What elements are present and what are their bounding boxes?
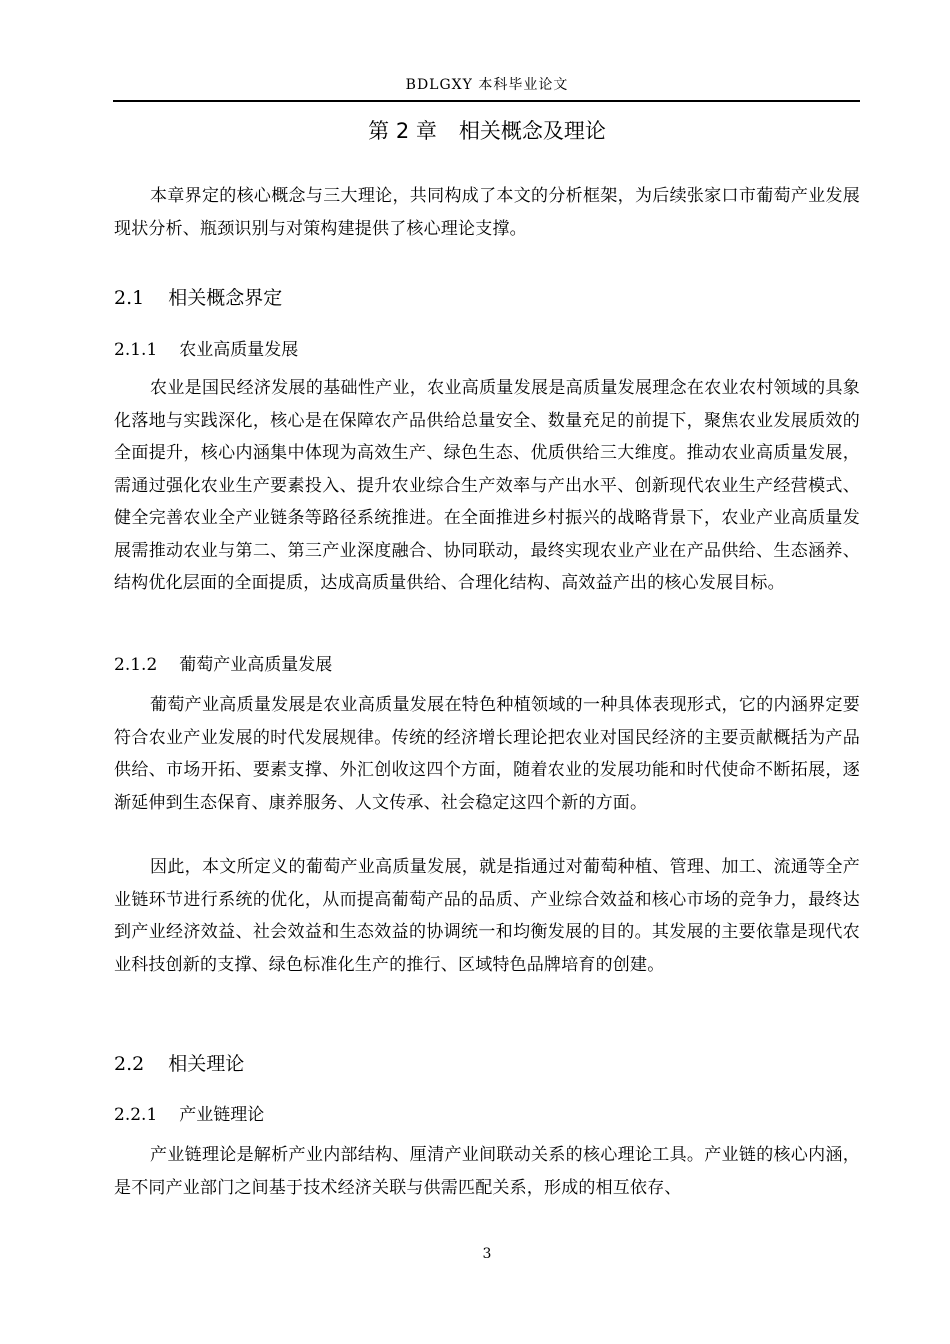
section-title: 相关理论: [168, 1053, 245, 1075]
running-header: BDLGXY 本科毕业论文: [405, 77, 569, 93]
paragraph-agri-quality: 农业是国民经济发展的基础性产业，农业高质量发展是高质量发展理念在农业农村领域的具象化落地与实践深化，核心是在保障农产品供给总量安全、数量充足的前提下，聚焦农业发展质效的全面提升，核心内涵集中体现为高效生产、绿色生态、优质供给三大维度。推动农业高质量发展，需通过强化农业生产要素投入、提升农业综合生产效率与产出水平、创新现代农业生产经营模式、健全完善农业全产业链条等路径系统推进。在全面推进乡村振兴的战略背景下，农业产业高质量发展需推动农业与第二、第三产业深度融合、协同联动，最终实现农业产业在产品供给、生态涵养、结构优化层面的全面提质，达成高质量供给、合理化结构、高效益产出的核心发展目标。: [114, 378, 860, 593]
subsection-heading-2-1-2: [114, 652, 332, 678]
subsection-number: 2.2.1: [114, 1105, 158, 1125]
section-title: 相关概念界定: [168, 287, 283, 309]
subsection-title: 产业链理论: [179, 1105, 265, 1125]
chapter-intro-paragraph: 本章界定的核心概念与三大理论，共同构成了本文的分析框架，为后续张家口市葡萄产业发展现状分析、瓶颈识别与对策构建提供了核心理论支撑。: [114, 186, 860, 239]
chapter-title: [114, 116, 860, 146]
section-heading-2-2: [114, 1050, 244, 1078]
chapter-title-text: 相关概念及理论: [458, 119, 606, 143]
subsection-number: 2.1.2: [114, 655, 158, 675]
subsection-title: 葡萄产业高质量发展: [179, 655, 333, 675]
page-number: 3: [482, 1246, 492, 1262]
section-heading-2-1: [114, 284, 282, 312]
header-divider: [113, 100, 860, 102]
section-number: 2.1: [114, 287, 145, 309]
subsection-heading-2-1-1: [114, 337, 298, 363]
subsection-heading-2-2-1: [114, 1102, 264, 1128]
subsection-title: 农业高质量发展: [179, 340, 299, 360]
paragraph-industry-chain: 产业链理论是解析产业内部结构、厘清产业间联动关系的核心理论工具。产业链的核心内涵，是不同产业部门之间基于技术经济关联与供需匹配关系，形成的相互依存、: [114, 1145, 860, 1198]
subsection-number: 2.1.1: [114, 340, 158, 360]
section-number: 2.2: [114, 1053, 145, 1075]
paragraph-grape-quality-2: 因此，本文所定义的葡萄产业高质量发展，就是指通过对葡萄种植、管理、加工、流通等全产业链环节进行系统的优化，从而提高葡萄产品的品质、产业综合效益和核心市场的竞争力，最终达到产业经济效益、社会效益和生态效益的协调统一和均衡发展的目的。其发展的主要依靠是现代农业科技创新的支撑、绿色标准化生产的推行、区域特色品牌培育的创建。: [114, 857, 860, 975]
chapter-number: 第 2 章: [368, 119, 437, 143]
paragraph-grape-quality-1: 葡萄产业高质量发展是农业高质量发展在特色种植领域的一种具体表现形式，它的内涵界定要符合农业产业发展的时代发展规律。传统的经济增长理论把农业对国民经济的主要贡献概括为产品供给、市场开拓、要素支撑、外汇创收这四个方面，随着农业的发展功能和时代使命不断拓展，逐渐延伸到生态保育、康养服务、人文传承、社会稳定这四个新的方面。: [114, 695, 860, 813]
